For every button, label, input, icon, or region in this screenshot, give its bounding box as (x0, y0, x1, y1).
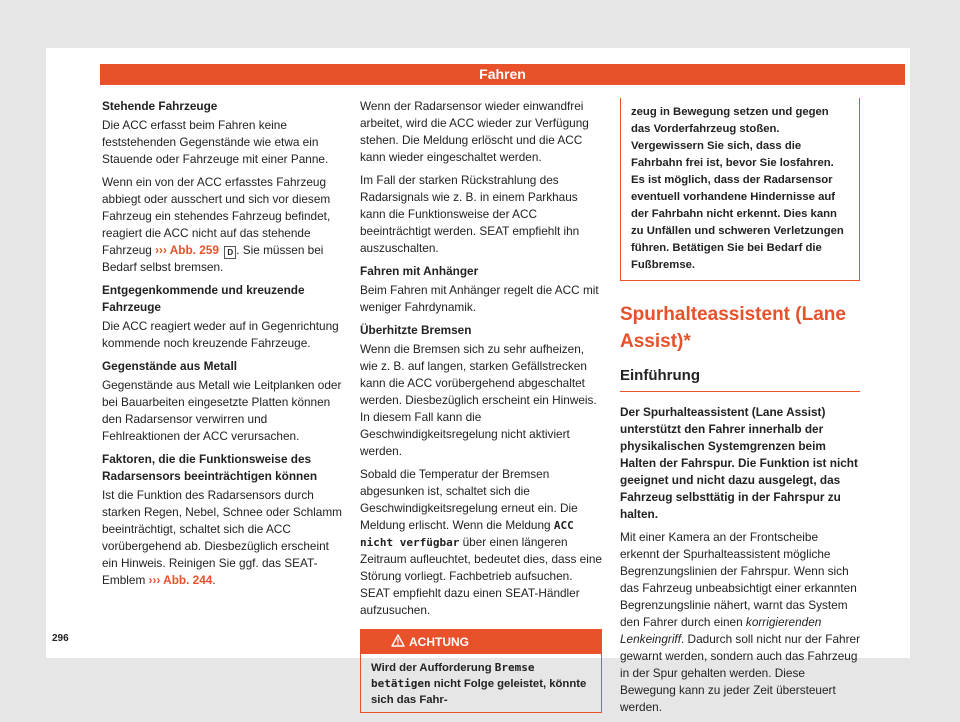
figure-ref-259[interactable]: ››› Abb. 259 (155, 243, 219, 257)
para-stehende-2-text-b: . Sie müssen bei Bedarf selbst bremsen. (102, 243, 324, 274)
para-bremsen-1: Wenn die Bremsen sich zu sehr aufheizen, wie z. B. auf langen, starken Gefällstrecken kann die ACC vorübergehend abgeschaltet werden. Diesbezüglich erscheint ein Hinweis. In diesem Fall kann die Geschwindigkeitsregelung nicht aktiviert werden. (360, 342, 597, 458)
para-metall: Gegenstände aus Metall wie Leitplanken oder bei Bauarbeiten eingesetzte Platten können den Radarsensor verwirren und Fehlreaktionen der ACC verursachen. (102, 378, 342, 443)
warning-title: ACHTUNG (409, 635, 469, 649)
para-stehende-1: Die ACC erfasst beim Fahren keine feststehenden Gegenstände wie etwa ein Stauende oder Fahrzeuge mit einer Panne. (102, 118, 329, 166)
heading-bremsen: Überhitzte Bremsen (360, 323, 472, 337)
message-acc-nicht-verfuegbar: ACC nicht verfügbar (360, 519, 574, 549)
para-radar-1: Wenn der Radarsensor wieder einwandfrei arbeitet, wird die ACC wieder zur Verfügung stehen. Die Meldung erlöscht und die ACC kann wieder eingeschaltet werden. (360, 99, 589, 164)
warning-body (361, 654, 601, 712)
para-lane-assist-italic: korrigierenden Lenkeingriff (620, 615, 822, 646)
heading-anhaenger: Fahren mit Anhänger (360, 264, 479, 278)
para-radar-2: Im Fall der starken Rückstrahlung des Radarsignals wie z. B. in einem Parkhaus kann die Funktionsweise der ACC beeinträchtigt werden. SEAT empfiehlt ihn auszuschalten. (360, 173, 580, 255)
heading-faktoren: Faktoren, die die Funktionsweise des Radarsensors beeinträchtigen können (102, 452, 318, 483)
warning-text-a: Wird der Aufforderung (371, 662, 495, 674)
warning-continuation: zeug in Bewegung setzen und gegen das Vorderfahrzeug stoßen. Vergewissern Sie sich, dass die Fahrbahn frei ist, bevor Sie losfahren. Es ist möglich, dass der Radarsensor eventuell vorhandene Hindernisse auf der Fahrbahn nicht erkennt. Dies kann zu Unfällen und schweren Verletzungen führen. Betätigen Sie bei Bedarf die Fußbremse. (620, 98, 860, 281)
para-stehende-2-text-a: Wenn ein von der ACC erfasstes Fahrzeug abbiegt oder ausschert und sich vor diesem Fahrzeug ein stehendes Fahrzeug befindet, reagiert die ACC nicht auf das stehende Fahrzeug (102, 175, 331, 257)
warning-text-b: nicht Folge geleistet, könnte sich das Fahr- (371, 678, 587, 706)
para-faktoren-text-b: . (212, 573, 216, 587)
heading-metall: Gegenstände aus Metall (102, 359, 238, 373)
para-entgegen: Die ACC reagiert weder auf in Gegenrichtung kommende noch kreuzende Fahrzeuge. (102, 319, 339, 350)
para-lane-assist (620, 529, 860, 716)
para-faktoren (102, 487, 342, 589)
section-title: Spurhalteassistent (Lane Assist)* (620, 304, 846, 352)
manual-page (46, 48, 910, 714)
para-bremsen-2 (360, 466, 602, 619)
column-middle (360, 98, 602, 713)
page-number: 296 (52, 633, 69, 644)
intro-paragraph: Der Spurhalteassistent (Lane Assist) unterstützt den Fahrer innerhalb der physikalischen Systemgrenzen beim Halten der Fahrspur. Die Funktion ist nicht geeignet und nicht dazu ausgelegt, das Fahrzeug selbsttätig in der Fahrspur zu halten. (620, 405, 858, 521)
para-lane-assist-text-b: . Dadurch soll nicht nur der Fahrer gewarnt werden, sondern auch das Fahrzeug in der Spur gehalten werden. Diese Bewegung kann zu jeder Zeit übersteuert werden. (620, 632, 860, 714)
message-bremse-betaetigen: Bremse betätigen (371, 661, 535, 690)
subsection-title: Einführung (620, 365, 860, 392)
heading-stehende: Stehende Fahrzeuge (102, 99, 218, 113)
heading-entgegen: Entgegenkommende und kreuzende Fahrzeuge (102, 283, 305, 314)
para-faktoren-text-a: Ist die Funktion des Radarsensors durch starken Regen, Nebel, Schnee oder Schlamm beeinträchtigt, schaltet sich die ACC vorübergehend ab. Diesbezüglich erscheint ein Hinweis. Reinigen Sie ggf. das SEAT-Emblem (102, 488, 342, 587)
figure-ref-244[interactable]: ››› Abb. 244 (148, 573, 213, 587)
warning-triangle-icon (391, 634, 405, 647)
warning-box (360, 629, 602, 713)
warning-header (361, 630, 601, 654)
page-header: Fahren (100, 64, 905, 85)
para-lane-assist-text-a: Mit einer Kamera an der Frontscheibe erkennt der Spurhalteassistent mögliche Begrenzungslinien der Fahrspur. Wenn sich das Fahrzeug unbeabsichtigt einer erkannten Begrenzungslinie nähert, warnt das System den Fahrer durch einen (620, 530, 857, 629)
para-bremsen-2-text-a: Sobald die Temperatur der Bremsen abgesunken ist, schaltet sich die Geschwindigkeitsregelung erneut ein. Die Meldung erlischt. Wenn die Meldung (360, 467, 578, 532)
column-right (620, 98, 860, 722)
para-anhaenger: Beim Fahren mit Anhänger regelt die ACC mit weniger Fahrdynamik. (360, 283, 599, 314)
column-left (102, 98, 342, 595)
para-stehende-2 (102, 174, 342, 276)
para-bremsen-2-text-b: über einen längeren Zeitraum aufleuchtet, bedeutet dies, dass eine Störung vorliegt. Fachbetrieb aufsuchen. SEAT empfiehlt dazu einen SEAT-Händler aufzusuchen. (360, 535, 602, 617)
figure-label-d: D (224, 246, 236, 259)
